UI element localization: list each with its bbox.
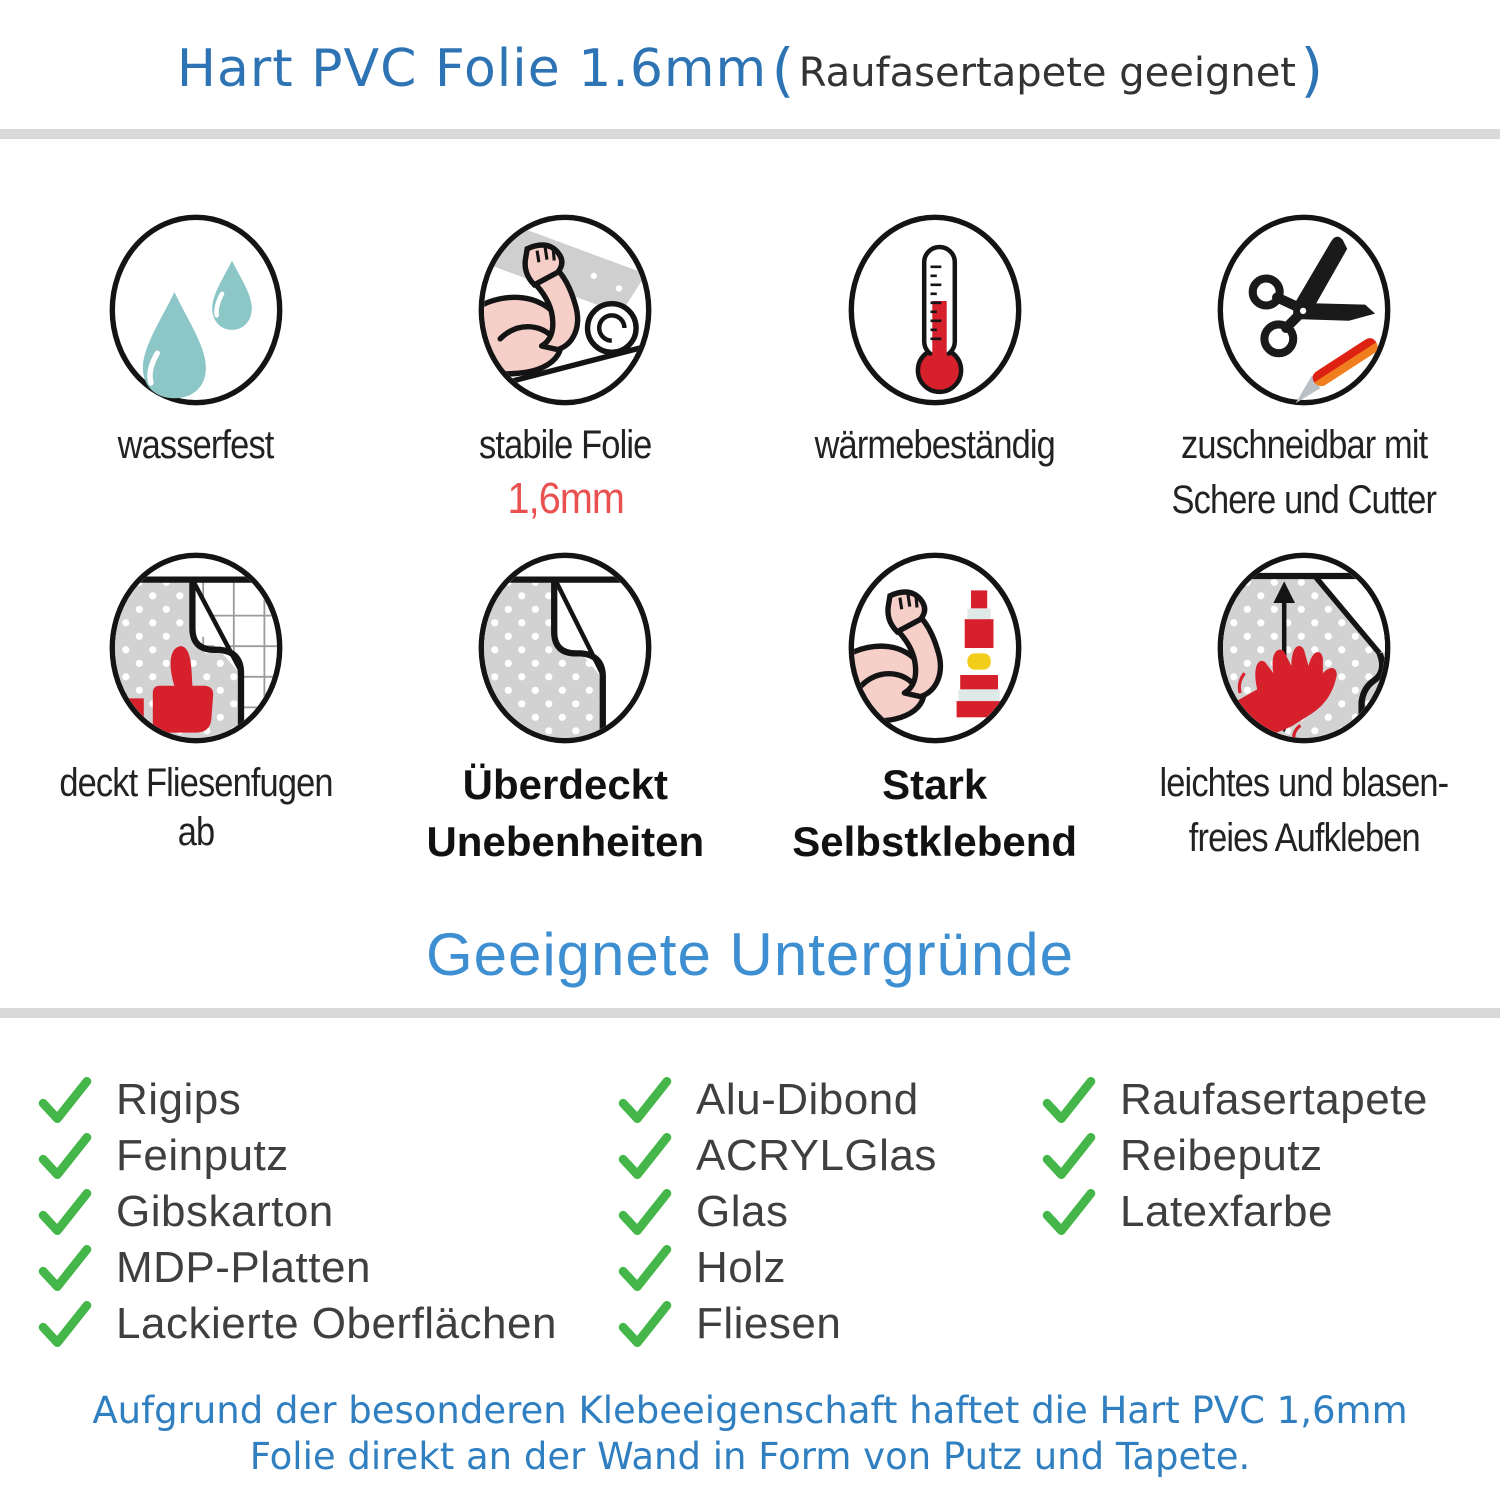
title-main: Hart PVC Folie 1.6mm — [176, 39, 768, 99]
feature-label: deckt Fliesenfugen ab — [59, 761, 333, 854]
check-icon — [618, 1077, 672, 1123]
substrate-label: Reibeputz — [1120, 1131, 1323, 1180]
check-icon — [38, 1077, 92, 1123]
feature-label: Stark — [882, 761, 988, 808]
feature-label-line2: Schere und Cutter — [1171, 477, 1437, 522]
feature-unebenheiten — [381, 543, 749, 867]
check-icon — [38, 1189, 92, 1235]
feature-label: leichtes und blasen- — [1159, 761, 1449, 805]
list-item — [38, 1296, 557, 1352]
check-icon — [1042, 1133, 1096, 1179]
substrate-label: Raufasertapete — [1120, 1075, 1428, 1124]
list-item — [38, 1128, 557, 1184]
list-item — [38, 1072, 557, 1128]
section-heading-text: Geeignete Untergründe — [425, 921, 1075, 988]
feature-wasserfest — [12, 205, 380, 525]
feature-selbstklebend — [751, 543, 1119, 867]
feature-label: stabile Folie — [479, 423, 652, 467]
check-icon — [618, 1133, 672, 1179]
list-item — [1042, 1184, 1428, 1240]
substrate-label: Gibskarton — [116, 1187, 334, 1236]
substrate-label: Alu-Dibond — [696, 1075, 919, 1124]
feature-label: zuschneidbar mit — [1180, 423, 1428, 467]
substrate-label: Feinputz — [116, 1131, 289, 1180]
check-icon — [38, 1133, 92, 1179]
feature-zuschneidbar — [1120, 205, 1488, 525]
feature-label: wasserfest — [118, 423, 274, 467]
feature-label: wärmebeständig — [814, 423, 1055, 467]
feature-label: Überdeckt — [462, 761, 669, 808]
list-item — [38, 1184, 557, 1240]
title-paren-open: ( — [771, 36, 795, 104]
water-drops-icon — [106, 205, 286, 415]
list-item — [618, 1240, 937, 1296]
check-icon — [618, 1189, 672, 1235]
substrate-label: Glas — [696, 1187, 789, 1236]
list-item — [618, 1184, 937, 1240]
list-item — [618, 1072, 937, 1128]
title-note: Raufasertapete geeignet — [798, 50, 1296, 96]
substrate-column-3 — [1042, 1072, 1428, 1240]
substrate-label: ACRYLGlas — [696, 1131, 937, 1180]
substrate-label: Fliesen — [696, 1299, 842, 1348]
feature-fliesenfugen — [12, 543, 380, 867]
feature-stabile-folie — [381, 205, 749, 525]
substrate-column-1 — [38, 1072, 557, 1352]
substrate-label: MDP-Platten — [116, 1243, 371, 1292]
title-paren-close: ) — [1300, 36, 1324, 104]
list-item — [618, 1128, 937, 1184]
footer-line-2: Folie direkt an der Wand in Form von Putz und Tapete. — [249, 1435, 1251, 1479]
feature-aufkleben — [1120, 543, 1488, 867]
footer-note — [0, 1388, 1500, 1481]
divider-top — [0, 129, 1500, 139]
check-icon — [38, 1245, 92, 1291]
check-icon — [1042, 1189, 1096, 1235]
footer-line-1: Aufgrund der besonderen Klebeeigenschaft haftet die Hart PVC 1,6mm — [92, 1389, 1408, 1432]
feature-label-line2: freies Aufkleben — [1188, 815, 1420, 860]
check-icon — [618, 1245, 672, 1291]
page-title — [0, 36, 1500, 104]
substrate-label: Lackierte Oberflächen — [116, 1299, 557, 1348]
list-item — [38, 1240, 557, 1296]
divider-middle — [0, 1008, 1500, 1018]
feature-thickness: 1,6mm — [507, 473, 624, 523]
muscle-foil-icon — [475, 205, 655, 415]
substrate-column-2 — [618, 1072, 937, 1352]
list-item — [618, 1296, 937, 1352]
tile-thumb-icon — [106, 543, 286, 753]
muscle-glue-icon — [845, 543, 1025, 753]
feature-label-line2: Selbstklebend — [792, 818, 1078, 866]
features-row-2 — [0, 543, 1500, 867]
substrate-label: Rigips — [116, 1075, 242, 1124]
scissors-cutter-icon — [1214, 205, 1394, 415]
substrate-label: Holz — [696, 1243, 787, 1292]
feature-waermebestaendig — [751, 205, 1119, 525]
section-heading — [0, 920, 1500, 989]
thermometer-icon — [845, 205, 1025, 415]
foil-corner-icon — [475, 543, 655, 753]
check-icon — [618, 1301, 672, 1347]
list-item — [1042, 1072, 1428, 1128]
list-item — [1042, 1128, 1428, 1184]
substrate-label: Latexfarbe — [1120, 1187, 1333, 1236]
check-icon — [38, 1301, 92, 1347]
check-icon — [1042, 1077, 1096, 1123]
feature-label-line2: Unebenheiten — [426, 818, 705, 866]
hand-smooth-icon — [1214, 543, 1394, 753]
features-row-1 — [0, 205, 1500, 525]
